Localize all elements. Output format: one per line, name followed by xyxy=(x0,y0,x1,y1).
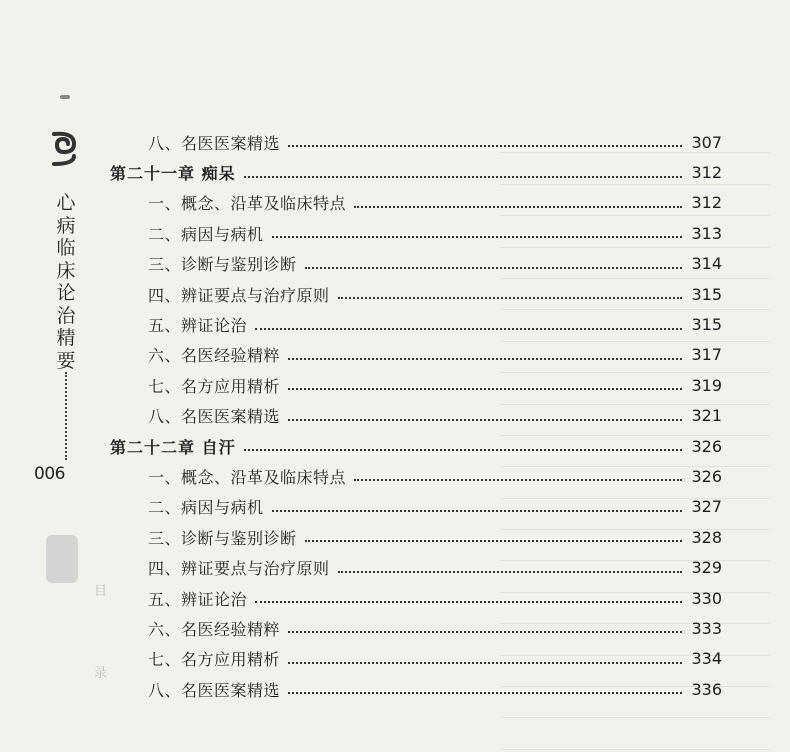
toc-entry-label: 八、名医医案精选 xyxy=(148,407,281,427)
toc-entry-label: 五、辨证论治 xyxy=(148,589,248,609)
dot-leader xyxy=(288,631,682,633)
ornament-dot xyxy=(60,95,70,99)
toc-section-entry xyxy=(110,279,722,309)
dot-leader xyxy=(255,601,682,603)
toc-entry-label: 二、病因与病机 xyxy=(148,224,264,244)
toc-entry-label: 四、辨证要点与治疗原则 xyxy=(148,559,330,579)
toc-entry-label: 八、名医医案精选 xyxy=(148,133,281,153)
toc-entry-page: 315 xyxy=(691,315,722,335)
toc-entry-page: 326 xyxy=(691,466,722,486)
toc-entry-label: 六、名医经验精粹 xyxy=(148,619,281,639)
toc-chapter-entry xyxy=(110,157,722,187)
toc-section-entry xyxy=(110,249,722,279)
title-dotted-line xyxy=(65,372,67,460)
swirl-ornament-icon xyxy=(50,130,78,166)
toc-entry-label: 三、诊断与鉴别诊断 xyxy=(148,528,297,548)
toc-section-entry xyxy=(110,340,722,370)
toc-entry-page: 330 xyxy=(691,588,722,608)
dot-leader xyxy=(288,692,682,694)
dot-leader xyxy=(354,206,682,208)
toc-entry-label: 六、名医经验精粹 xyxy=(148,346,281,366)
toc-section-entry xyxy=(110,644,722,674)
toc-entry-label: 七、名方应用精析 xyxy=(148,376,281,396)
toc-entry-page: 315 xyxy=(691,284,722,304)
toc-entry-label: 八、名医医案精选 xyxy=(148,680,281,700)
toc-section-entry xyxy=(110,461,722,491)
toc-entry-page: 327 xyxy=(691,497,722,517)
toc-entry-page: 326 xyxy=(691,436,722,456)
toc-section-entry xyxy=(110,552,722,582)
toc-entry-label: 二、病因与病机 xyxy=(148,498,264,518)
dot-leader xyxy=(305,540,682,542)
toc-entry-label: 第二十二章 自汗 xyxy=(110,437,236,457)
sidebar xyxy=(34,80,108,700)
dot-leader xyxy=(288,662,682,664)
toc-section-entry xyxy=(110,370,722,400)
toc-entry-page: 319 xyxy=(691,375,722,395)
dot-leader xyxy=(244,449,682,451)
page-number: 006 xyxy=(34,464,65,484)
toc-entry-page: 313 xyxy=(691,223,722,243)
toc-section-entry xyxy=(110,127,722,157)
toc-entry-page: 307 xyxy=(691,132,722,152)
toc-entry-page: 329 xyxy=(691,558,722,578)
toc-section-entry xyxy=(110,309,722,339)
toc-entry-label: 七、名方应用精析 xyxy=(148,650,281,670)
toc-section-entry xyxy=(110,401,722,431)
faint-bleed-char: 录 xyxy=(94,666,108,681)
toc-section-entry xyxy=(110,613,722,643)
toc-entry-page: 328 xyxy=(691,527,722,547)
faint-bleed-char: 目 xyxy=(94,584,108,599)
dot-leader xyxy=(272,510,682,512)
dot-leader xyxy=(338,571,682,573)
toc-entry-label: 一、概念、沿革及临床特点 xyxy=(148,194,347,214)
toc-entry-page: 334 xyxy=(691,649,722,669)
dot-leader xyxy=(305,267,682,269)
dot-leader xyxy=(255,328,682,330)
toc-entry-page: 312 xyxy=(691,193,722,213)
toc-chapter-entry xyxy=(110,431,722,461)
table-of-contents xyxy=(110,127,722,704)
toc-entry-page: 321 xyxy=(691,406,722,426)
dot-leader xyxy=(244,176,682,178)
toc-section-entry xyxy=(110,674,722,704)
toc-entry-label: 三、诊断与鉴别诊断 xyxy=(148,255,297,275)
dot-leader xyxy=(338,297,682,299)
toc-section-entry xyxy=(110,218,722,248)
toc-entry-label: 第二十一章 痴呆 xyxy=(110,164,236,184)
toc-section-entry xyxy=(110,583,722,613)
toc-section-entry xyxy=(110,188,722,218)
dot-leader xyxy=(288,145,682,147)
toc-entry-label: 五、辨证论治 xyxy=(148,316,248,336)
dot-leader xyxy=(354,479,682,481)
toc-entry-page: 314 xyxy=(691,254,722,274)
faint-stamp-mark xyxy=(46,535,78,583)
dot-leader xyxy=(288,388,682,390)
toc-entry-page: 317 xyxy=(691,345,722,365)
toc-entry-page: 333 xyxy=(691,618,722,638)
toc-entry-label: 一、概念、沿革及临床特点 xyxy=(148,467,347,487)
dot-leader xyxy=(288,358,682,360)
toc-entry-page: 336 xyxy=(691,679,722,699)
toc-section-entry xyxy=(110,492,722,522)
dot-leader xyxy=(288,419,682,421)
toc-section-entry xyxy=(110,522,722,552)
toc-entry-label: 四、辨证要点与治疗原则 xyxy=(148,285,330,305)
dot-leader xyxy=(272,236,682,238)
toc-entry-page: 312 xyxy=(691,163,722,183)
book-title: 心 病 临 床 论 治 精 要 xyxy=(56,192,76,372)
